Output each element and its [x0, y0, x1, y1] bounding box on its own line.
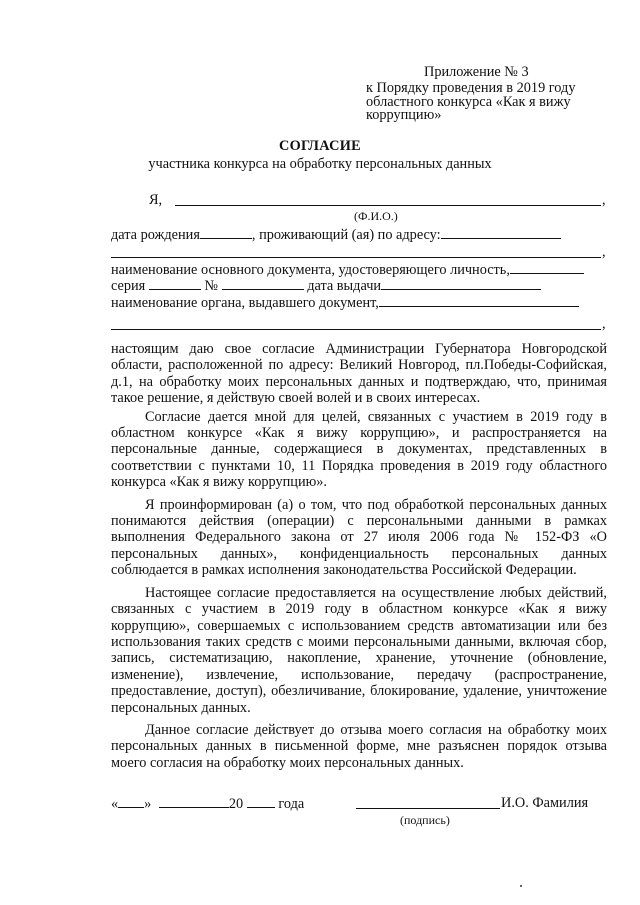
month-field[interactable] [159, 795, 229, 808]
issue-date-label: дата выдачи [307, 278, 382, 294]
address-label: , проживающий (ая) по адресу: [251, 227, 441, 243]
appendix-number: Приложение № 3 [424, 64, 529, 80]
document-subtitle: участника конкурса на обработку персональных данных [148, 156, 492, 172]
address-field[interactable] [441, 226, 561, 239]
birth-date-row [111, 226, 561, 243]
issuer-label: наименование органа, выдавшего документ, [111, 295, 379, 311]
quote-close: » [144, 796, 152, 812]
fio-comma: , [602, 192, 606, 208]
issue-date-field[interactable] [381, 277, 541, 290]
issuer-row [111, 294, 579, 311]
series-label: серия [111, 278, 146, 294]
document-title: СОГЛАСИЕ [278, 138, 362, 154]
paragraph-validity: Данное согласие действует до отзыва моего согласия на обработку моих персональных данных в письменной форме, мне разъяснен порядок отзыва моего согласия на обработку моих персональных данных. [111, 721, 607, 771]
number-field[interactable] [222, 277, 304, 290]
appendix-reference: к Порядку проведения в 2019 году областного конкурса «Как я вижу коррупцию» [366, 80, 576, 123]
birth-date-label: дата рождения [111, 227, 200, 243]
series-row [111, 277, 541, 294]
birth-date-field[interactable] [200, 226, 252, 239]
fio-line[interactable] [175, 205, 601, 206]
signature-date-row [111, 795, 304, 812]
fio-caption: (Ф.И.О.) [354, 209, 398, 223]
number-label: № [204, 278, 219, 294]
address-comma: , [602, 244, 606, 260]
document-label: наименование основного документа, удостоверяющего личность, [111, 262, 510, 278]
consent-text [111, 341, 607, 771]
issuer-line-2[interactable] [111, 329, 601, 330]
document-field[interactable] [510, 261, 584, 274]
quote-open: « [111, 796, 119, 812]
issuer-field[interactable] [379, 294, 579, 307]
address-line-2[interactable] [111, 257, 601, 258]
document-row [111, 261, 584, 278]
year-suffix: года [278, 796, 305, 812]
year-field[interactable] [247, 795, 275, 808]
series-field[interactable] [149, 277, 201, 290]
issuer-comma: , [602, 316, 606, 332]
signature-caption: (подпись) [400, 813, 450, 827]
paragraph-purpose: Согласие дается мной для целей, связанных с участием в 2019 году в областном конкурсе «Как я вижу коррупцию», и распространяется на персональные данные, содержащиеся в документах, представленных в соответствии с пунктами 10, 11 Порядка проведения в 2019 году областного конкурса «Как я вижу коррупцию». [111, 408, 607, 491]
signatory-name: И.О. Фамилия [501, 795, 589, 811]
signature-line[interactable] [356, 808, 500, 809]
paragraph-actions: Настоящее согласие предоставляется на осуществление любых действий, связанных с участием в 2019 году в областном конкурсе «Как я вижу коррупцию», совершаемых с использованием средств автоматизации или без использования таких средств с моими персональными данными, включая сбор, запись, систематизацию, накопление, хранение, уточнение (обновление, изменение), извлечение, использование, передачу (распространение, предоставление, доступ), обезличивание, блокирование, удаление, уничтожение персональных данных. [111, 584, 607, 716]
i-label: Я, [149, 192, 163, 208]
day-field[interactable] [118, 795, 144, 808]
scan-speck [520, 885, 522, 887]
paragraph-informed: Я проинформирован (а) о том, что под обработкой персональных данных понимаются действия (операции) с персональными данными в рамках выполнения Федерального закона от 27 июля 2006 года № 152-ФЗ «О персональных данных», конфиденциальность персональных данных соблюдается в рамках исполнения законодательства Российской Федерации. [111, 496, 607, 579]
paragraph-consent: настоящим даю свое согласие Администрации Губернатора Новгородской области, расположенной по адресу: Великий Новгород, пл.Победы-Софийская, д.1, на обработку моих персональных данных и подтверждаю, что, принимая такое решение, я действую своей волей и в своих интересах. [111, 341, 607, 407]
year-prefix: 20 [228, 796, 244, 812]
